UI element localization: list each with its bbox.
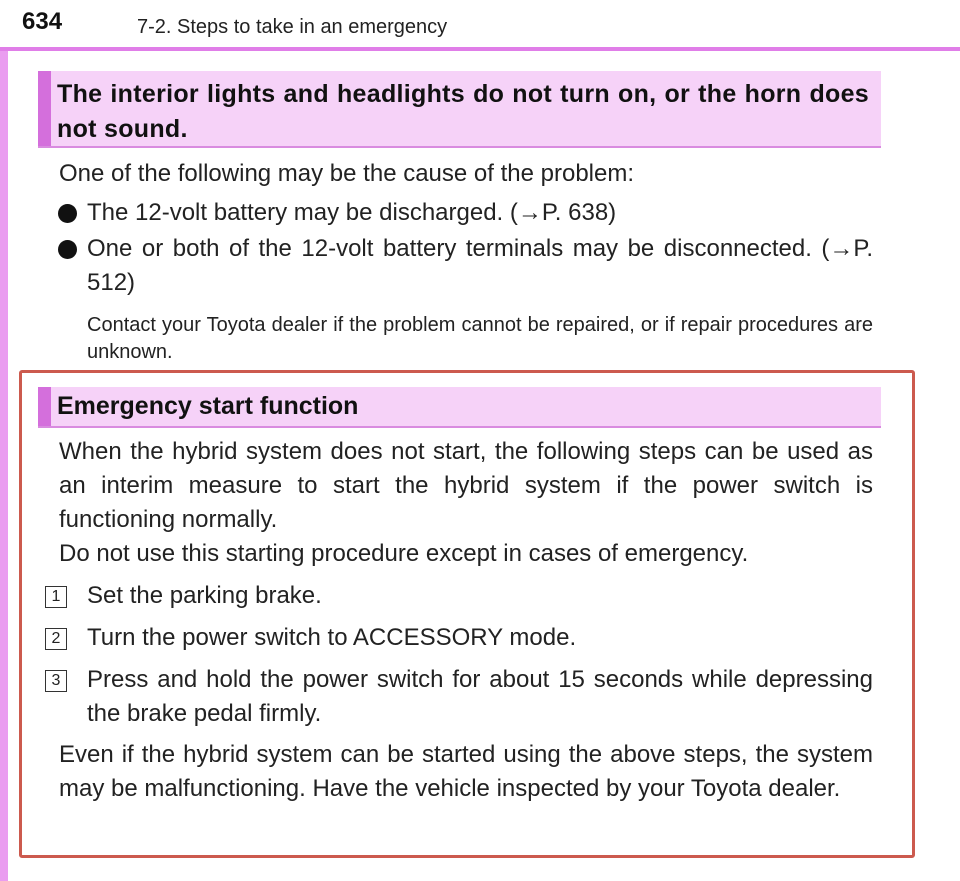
step-text: Set the parking brake. (87, 582, 322, 609)
emergency-warning: Do not use this starting procedure except in cases of emergency. (59, 540, 749, 567)
bullet-icon (58, 240, 77, 259)
step-number-box: 2 (45, 628, 67, 650)
heading-accent-bar (38, 387, 51, 426)
heading-accent-bar (38, 71, 51, 146)
problem-intro: One of the following may be the cause of the problem: (59, 160, 635, 187)
cause-text: The 12-volt battery may be discharged. (→P. 638) (87, 199, 617, 226)
step-text: Press and hold the power switch for about 15 seconds while depressing the brake pedal firmly. (87, 666, 873, 727)
emergency-closing-note: Even if the hybrid system can be started using the above steps, the system may be malfunctioning. Have the vehicle inspected by your Toyota dealer. (59, 741, 873, 802)
page-number: 634 (22, 8, 63, 35)
header-rule (0, 47, 960, 51)
step-text: Turn the power switch to ACCESSORY mode. (87, 624, 577, 651)
section-title: 7-2. Steps to take in an emergency (137, 16, 448, 38)
problem-heading: The interior lights and headlights do not turn on, or the horn does not sound. (57, 80, 869, 143)
cause-text: One or both of the 12-volt battery terminals may be disconnected. (→P. 512) (87, 235, 873, 296)
step-number-box: 1 (45, 586, 67, 608)
page-header (0, 0, 960, 50)
emergency-description: When the hybrid system does not start, the following steps can be used as an interim measure to start the hybrid system if the power switch is functioning normally. (59, 438, 873, 533)
bullet-icon (58, 204, 77, 223)
dealer-note: Contact your Toyota dealer if the problem cannot be repaired, or if repair procedures are unknown. (87, 314, 873, 363)
step-number-box: 3 (45, 670, 67, 692)
page-edge-tab (0, 0, 8, 881)
emergency-heading: Emergency start function (57, 392, 359, 420)
